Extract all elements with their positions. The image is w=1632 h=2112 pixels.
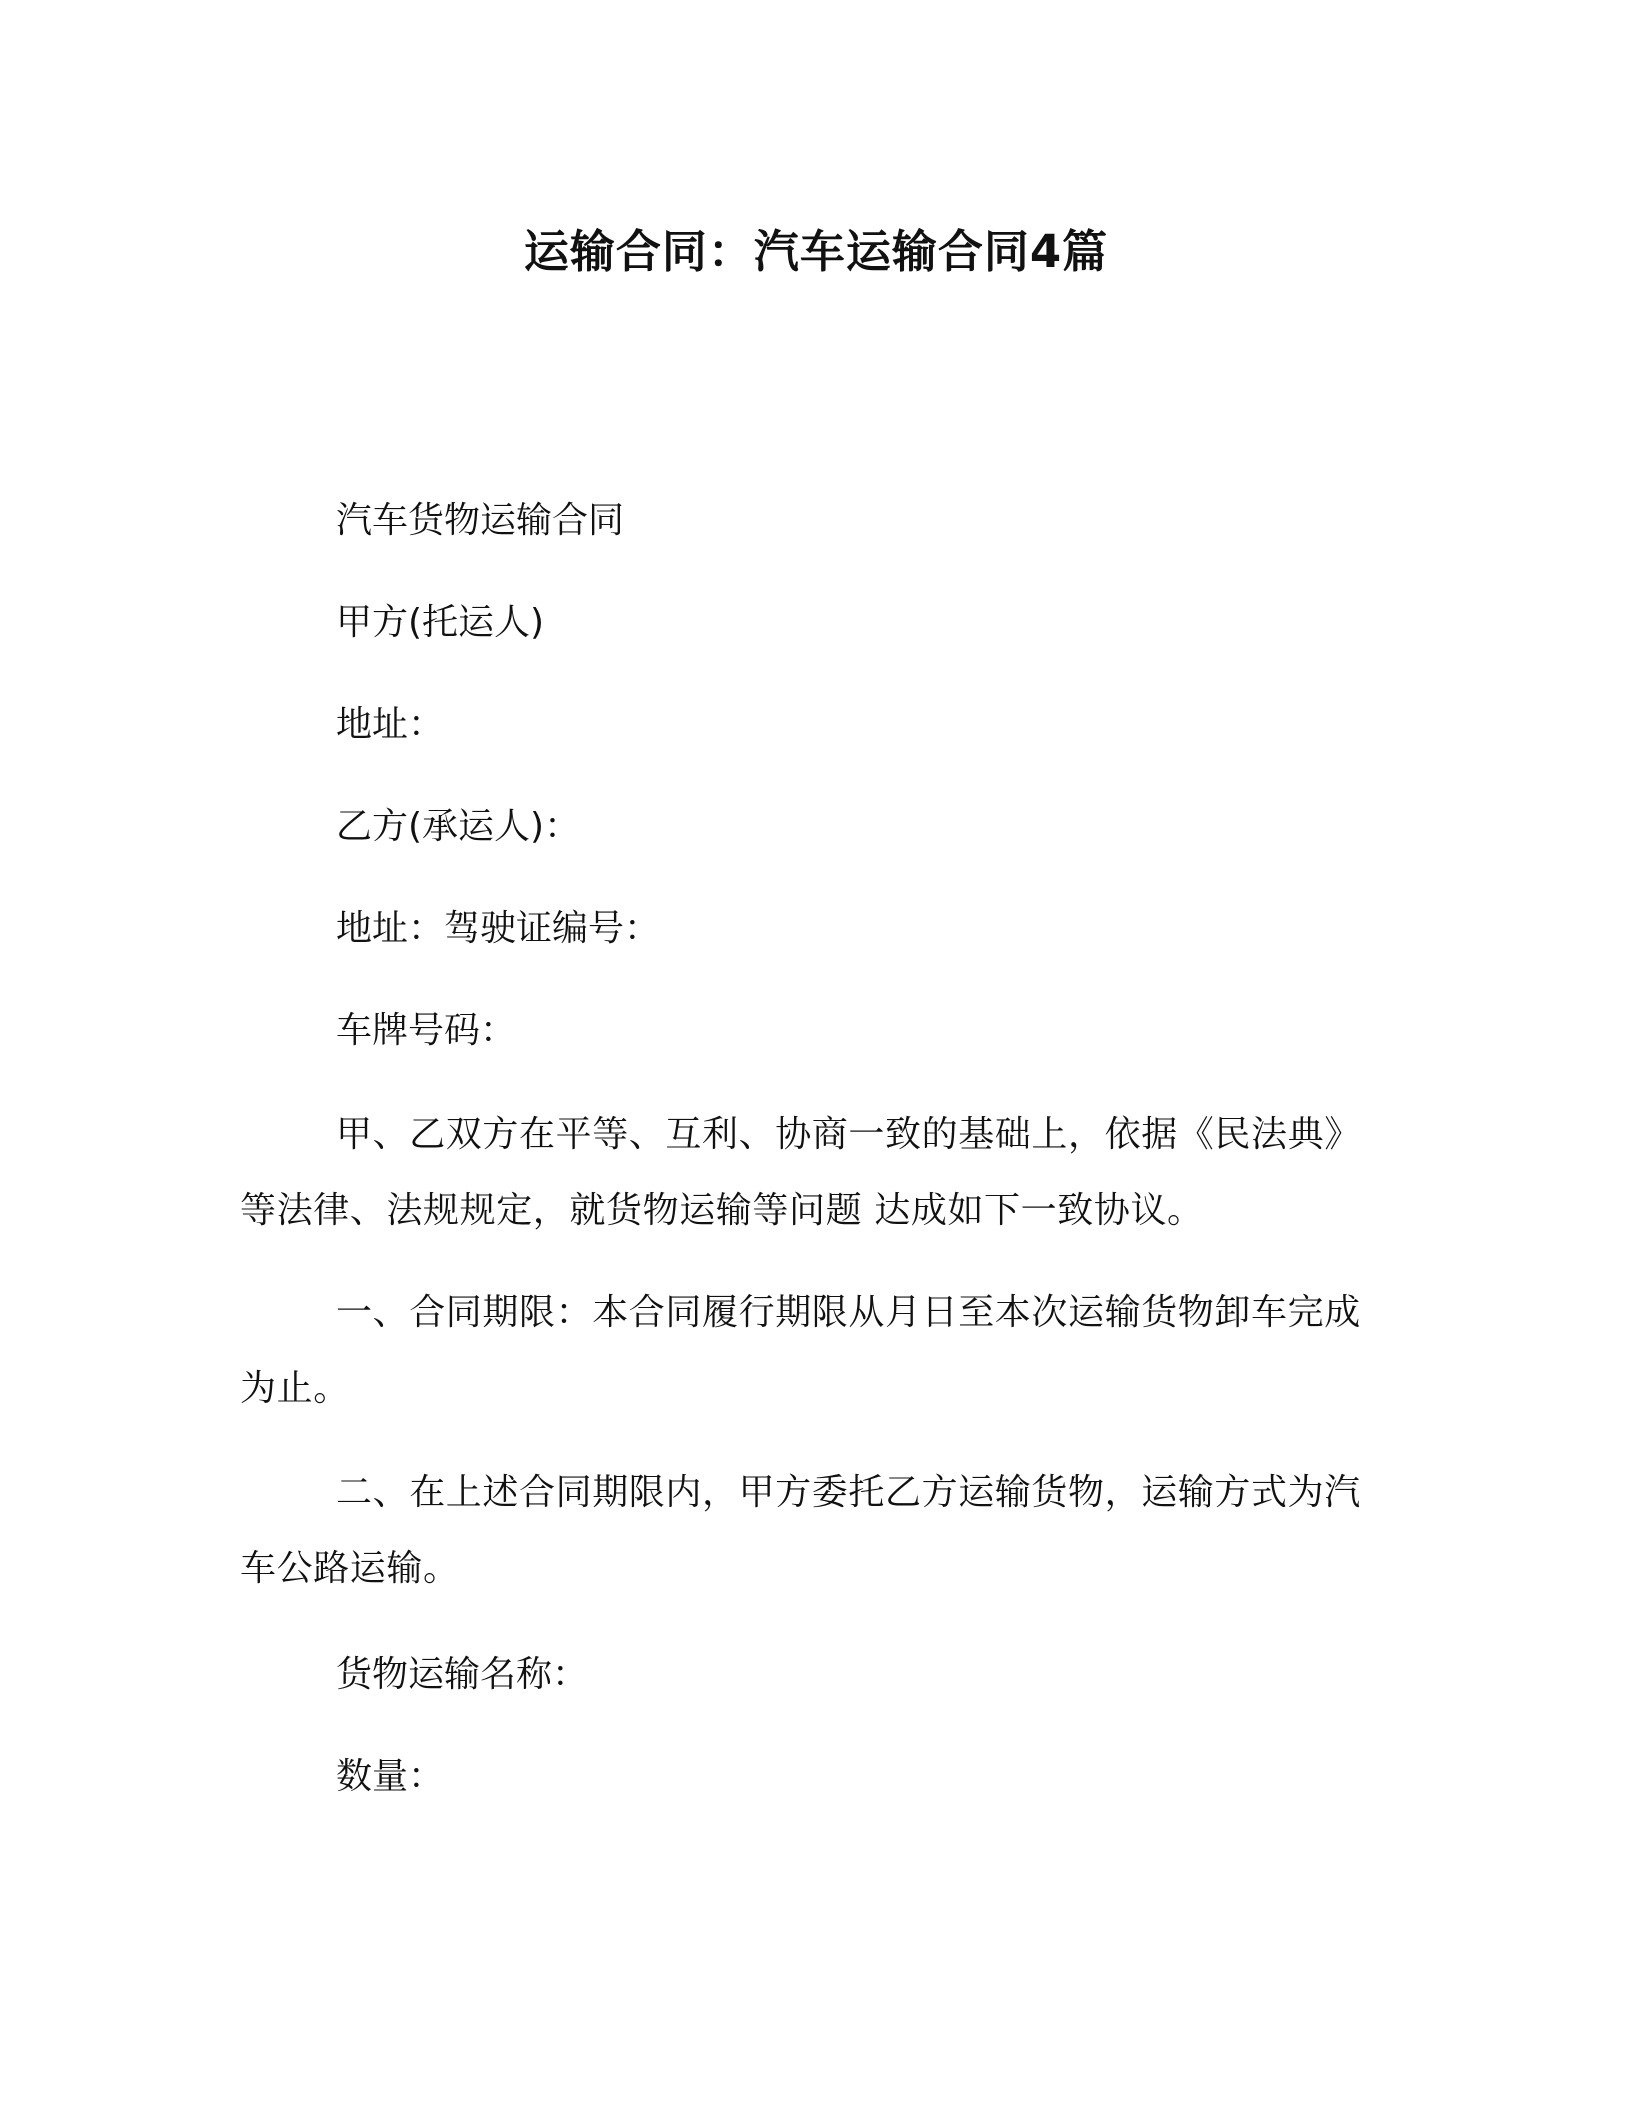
- paragraph-party-a: 甲方(托运人): [336, 602, 545, 643]
- paragraph-contract-term: 一、合同期限：本合同履行期限从月日至本次运输货物卸车完成为止。: [240, 1292, 1361, 1409]
- document-title: 运输合同：汽车运输合同4篇: [523, 225, 1109, 278]
- paragraph-party-a-address: 地址：: [336, 704, 445, 745]
- paragraph-contract-heading: 汽车货物运输合同: [336, 500, 625, 541]
- paragraph-quantity: 数量：: [336, 1756, 445, 1797]
- paragraph-plate-number: 车牌号码：: [336, 1010, 517, 1051]
- paragraph-party-b: 乙方(承运人)：: [336, 806, 581, 847]
- paragraph-goods-name: 货物运输名称：: [336, 1654, 589, 1695]
- paragraph-party-b-address-license: 地址：驾驶证编号：: [336, 908, 661, 949]
- paragraph-agreement-basis: 甲、乙双方在平等、互利、协商一致的基础上，依据《民法典》等法律、法规规定，就货物运输等问题 达成如下一致协议。: [240, 1114, 1361, 1231]
- paragraph-transport-method: 二、在上述合同期限内，甲方委托乙方运输货物，运输方式为汽车公路运输。: [240, 1472, 1361, 1589]
